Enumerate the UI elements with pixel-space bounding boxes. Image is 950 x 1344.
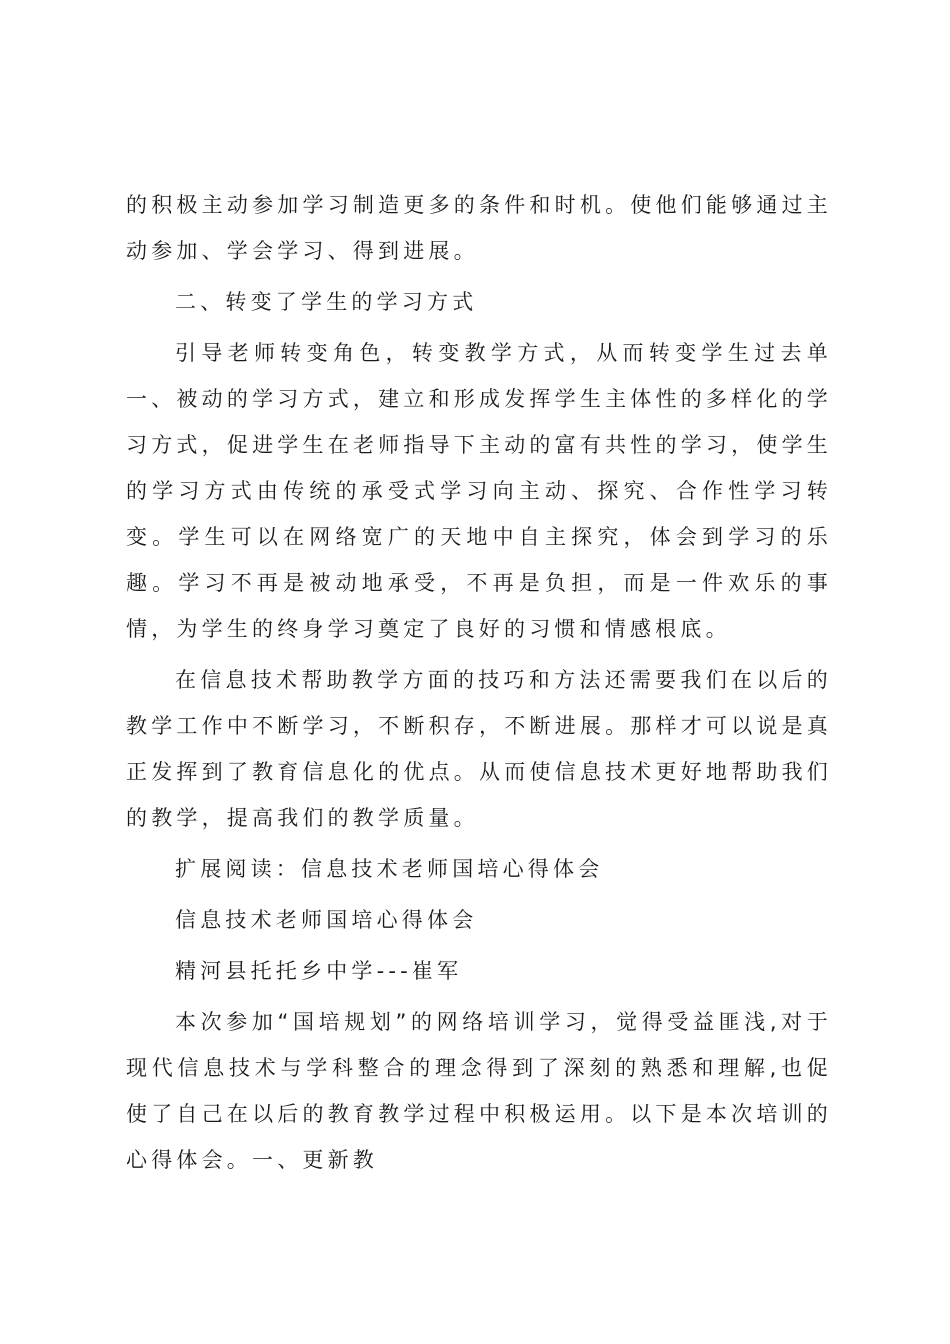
section-heading: 二、转变了学生的学习方式 <box>175 290 478 314</box>
paragraph-conclusion: 在信息技术帮助教学方面的技巧和方法还需要我们在以后的教学工作中不断学习，不断积存，不断进展。那样才可以说是真正发挥到了教育信息化的优点。从而使信息技术更好地帮助我们的教学，提高我们的教学质量。 <box>126 668 832 830</box>
paragraph-continuation: 的积极主动参加学习制造更多的条件和时机。使他们能够通过主动参加、学会学习、得到进展。 <box>126 193 832 263</box>
paragraph-training-intro: 本次参加“国培规划”的网络培训学习，觉得受益匪浅,对于现代信息技术与学科整合的理念得到了深刻的熟悉和理解,也促使了自己在以后的教育教学过程中积极运用。以下是本次培训的心得体会。一、更新教 <box>126 1010 832 1172</box>
extended-reading-line: 扩展阅读：信息技术老师国培心得体会 <box>175 857 604 881</box>
article-title: 信息技术老师国培心得体会 <box>175 908 478 932</box>
document-body <box>126 182 832 1188</box>
article-author: 精河县托托乡中学---崔军 <box>175 959 463 983</box>
paragraph-learning-style: 引导老师转变角色，转变教学方式，从而转变学生过去单一、被动的学习方式，建立和形成发挥学生主体性的多样化的学习方式，促进学生在老师指导下主动的富有共性的学习，使学生的学习方式由传统的承受式学习向主动、探究、合作性学习转变。学生可以在网络宽广的天地中自主探究，体会到学习的乐趣。学习不再是被动地承受，不再是负担，而是一件欢乐的事情，为学生的终身学习奠定了良好的习惯和情感根底。 <box>126 341 832 641</box>
